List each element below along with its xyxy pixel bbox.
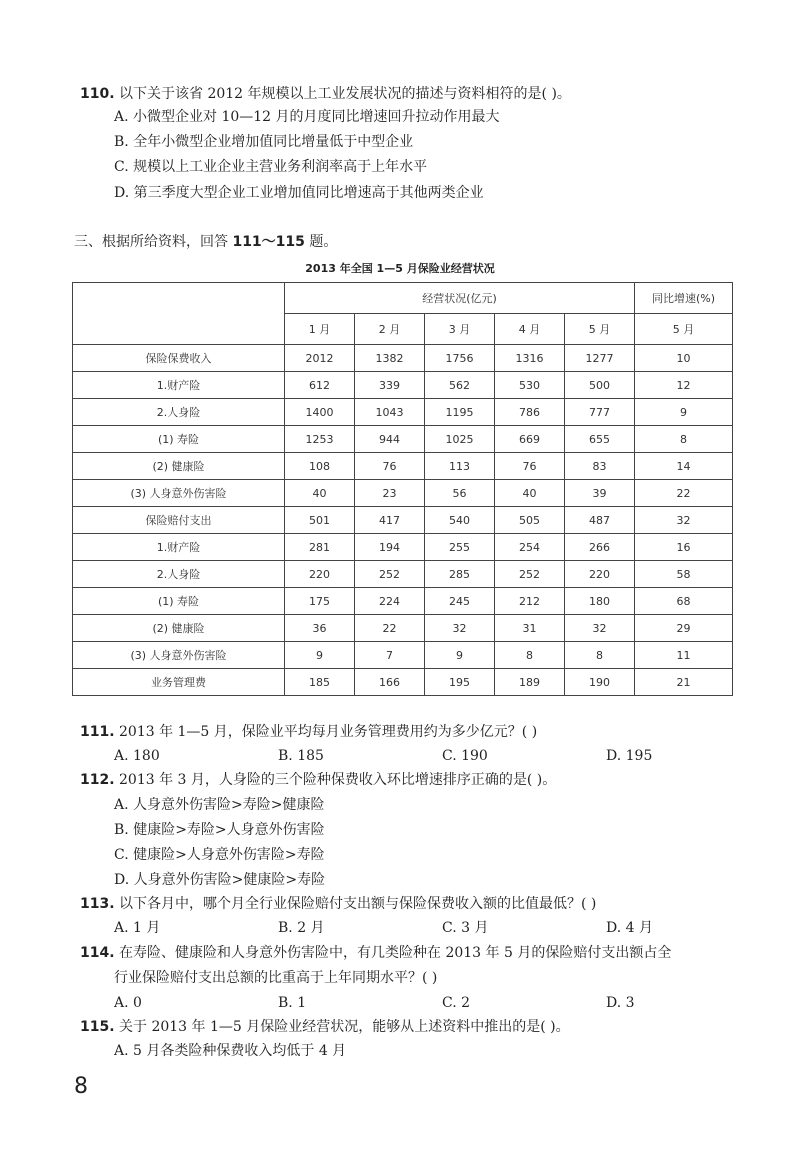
option-c: C. 规模以上工业企业主营业务利润率高于上年水平 bbox=[114, 159, 428, 175]
table-row bbox=[73, 399, 733, 426]
value-cell: 285 bbox=[425, 561, 495, 588]
value-cell: 252 bbox=[495, 561, 565, 588]
value-cell: 254 bbox=[495, 534, 565, 561]
value-cell: 224 bbox=[355, 588, 425, 615]
growth-cell: 58 bbox=[635, 561, 733, 588]
option-a: A. 人身意外伤害险>寿险>健康险 bbox=[114, 797, 325, 813]
option-d: D. 人身意外伤害险>健康险>寿险 bbox=[114, 872, 326, 888]
value-cell: 40 bbox=[285, 480, 355, 507]
option-c: C. 3 月 bbox=[442, 920, 489, 936]
question-text: 2013 年 3 月，人身险的三个险种保费收入环比增速排序正确的是( )。 bbox=[119, 772, 557, 788]
question-113 bbox=[80, 896, 596, 913]
value-cell: 189 bbox=[495, 669, 565, 696]
table-row bbox=[73, 507, 733, 534]
value-cell: 76 bbox=[495, 453, 565, 480]
question-text: 以下各月中，哪个月全行业保险赔付支出额与保险保费收入额的比值最低？( ) bbox=[119, 896, 597, 912]
corner-cell bbox=[73, 283, 285, 345]
option-a: A. 0 bbox=[114, 995, 142, 1011]
row-label: (1) 寿险 bbox=[73, 588, 285, 615]
row-label: 2.人身险 bbox=[73, 399, 285, 426]
table-row bbox=[73, 642, 733, 669]
table-row bbox=[73, 426, 733, 453]
question-111 bbox=[80, 724, 537, 741]
growth-header: 同比增速(%) bbox=[635, 283, 733, 314]
value-cell: 195 bbox=[425, 669, 495, 696]
question-number: 115. bbox=[80, 1019, 115, 1035]
growth-cell: 10 bbox=[635, 345, 733, 372]
value-cell: 113 bbox=[425, 453, 495, 480]
month-header: 3 月 bbox=[425, 314, 495, 345]
value-cell: 108 bbox=[285, 453, 355, 480]
value-cell: 32 bbox=[565, 615, 635, 642]
option-d: D. 4 月 bbox=[606, 920, 653, 936]
question-114 bbox=[80, 945, 671, 962]
value-cell: 2012 bbox=[285, 345, 355, 372]
growth-cell: 8 bbox=[635, 426, 733, 453]
row-label: (2) 健康险 bbox=[73, 615, 285, 642]
value-cell: 175 bbox=[285, 588, 355, 615]
question-text-continued: 行业保险赔付支出总额的比重高于上年同期水平？( ) bbox=[114, 970, 438, 986]
option-c: C. 健康险>人身意外伤害险>寿险 bbox=[114, 847, 325, 863]
option-c: C. 190 bbox=[442, 748, 488, 764]
value-cell: 9 bbox=[425, 642, 495, 669]
value-cell: 1382 bbox=[355, 345, 425, 372]
value-cell: 23 bbox=[355, 480, 425, 507]
value-cell: 220 bbox=[565, 561, 635, 588]
question-number: 114. bbox=[80, 945, 115, 961]
question-number: 112. bbox=[80, 772, 115, 788]
month-header: 2 月 bbox=[355, 314, 425, 345]
insurance-table bbox=[72, 282, 733, 696]
question-number: 113. bbox=[80, 896, 115, 912]
option-a: A. 180 bbox=[114, 748, 160, 764]
value-cell: 1756 bbox=[425, 345, 495, 372]
value-cell: 1253 bbox=[285, 426, 355, 453]
table-row bbox=[73, 453, 733, 480]
value-cell: 166 bbox=[355, 669, 425, 696]
option-b: B. 185 bbox=[278, 748, 324, 764]
table-row bbox=[73, 345, 733, 372]
value-cell: 612 bbox=[285, 372, 355, 399]
question-number: 110. bbox=[80, 86, 115, 102]
value-cell: 83 bbox=[565, 453, 635, 480]
growth-cell: 12 bbox=[635, 372, 733, 399]
value-cell: 777 bbox=[565, 399, 635, 426]
option-b: B. 2 月 bbox=[278, 920, 325, 936]
growth-cell: 14 bbox=[635, 453, 733, 480]
option-c: C. 2 bbox=[442, 995, 471, 1011]
table-row bbox=[73, 669, 733, 696]
value-cell: 1400 bbox=[285, 399, 355, 426]
value-cell: 22 bbox=[355, 615, 425, 642]
value-cell: 36 bbox=[285, 615, 355, 642]
value-cell: 339 bbox=[355, 372, 425, 399]
option-a: A. 小微型企业对 10—12 月的月度同比增速回升拉动作用最大 bbox=[114, 109, 500, 125]
value-cell: 562 bbox=[425, 372, 495, 399]
option-a: A. 1 月 bbox=[114, 920, 161, 936]
table-row bbox=[73, 615, 733, 642]
question-115 bbox=[80, 1019, 570, 1036]
row-label: (3) 人身意外伤害险 bbox=[73, 642, 285, 669]
value-cell: 31 bbox=[495, 615, 565, 642]
value-cell: 190 bbox=[565, 669, 635, 696]
option-d: D. 3 bbox=[606, 995, 635, 1011]
value-cell: 40 bbox=[495, 480, 565, 507]
value-cell: 1195 bbox=[425, 399, 495, 426]
value-cell: 505 bbox=[495, 507, 565, 534]
row-label: 1.财产险 bbox=[73, 372, 285, 399]
growth-cell: 9 bbox=[635, 399, 733, 426]
table-row bbox=[73, 534, 733, 561]
value-cell: 185 bbox=[285, 669, 355, 696]
table-header-row bbox=[73, 283, 733, 314]
month-header: 5 月 bbox=[565, 314, 635, 345]
month-header: 1 月 bbox=[285, 314, 355, 345]
value-cell: 786 bbox=[495, 399, 565, 426]
question-number: 111. bbox=[80, 724, 115, 740]
value-cell: 669 bbox=[495, 426, 565, 453]
table-row bbox=[73, 588, 733, 615]
value-cell: 500 bbox=[565, 372, 635, 399]
value-cell: 9 bbox=[285, 642, 355, 669]
option-d: D. 195 bbox=[606, 748, 653, 764]
value-cell: 417 bbox=[355, 507, 425, 534]
growth-cell: 21 bbox=[635, 669, 733, 696]
option-b: B. 1 bbox=[278, 995, 307, 1011]
option-b: B. 健康险>寿险>人身意外伤害险 bbox=[114, 822, 325, 838]
value-cell: 501 bbox=[285, 507, 355, 534]
value-cell: 39 bbox=[565, 480, 635, 507]
question-text: 关于 2013 年 1—5 月保险业经营状况，能够从上述资料中推出的是( )。 bbox=[119, 1019, 570, 1035]
table-title: 2013 年全国 1—5 月保险业经营状况 bbox=[305, 262, 495, 275]
row-label: (3) 人身意外伤害险 bbox=[73, 480, 285, 507]
question-text: 2013 年 1—5 月，保险业平均每月业务管理费用约为多少亿元？( ) bbox=[119, 724, 538, 740]
growth-cell: 22 bbox=[635, 480, 733, 507]
option-b: B. 全年小微型企业增加值同比增量低于中型企业 bbox=[114, 134, 414, 150]
value-cell: 32 bbox=[425, 615, 495, 642]
question-110 bbox=[80, 86, 571, 103]
value-cell: 76 bbox=[355, 453, 425, 480]
growth-cell: 29 bbox=[635, 615, 733, 642]
value-cell: 245 bbox=[425, 588, 495, 615]
question-text: 在寿险、健康险和人身意外伤害险中，有几类险种在 2013 年 5 月的保险赔付支出额占全 bbox=[119, 945, 672, 961]
value-cell: 1316 bbox=[495, 345, 565, 372]
value-cell: 281 bbox=[285, 534, 355, 561]
value-cell: 1277 bbox=[565, 345, 635, 372]
table-row bbox=[73, 480, 733, 507]
row-label: 1.财产险 bbox=[73, 534, 285, 561]
growth-cell: 16 bbox=[635, 534, 733, 561]
value-cell: 255 bbox=[425, 534, 495, 561]
value-cell: 540 bbox=[425, 507, 495, 534]
group-header: 经营状况(亿元) bbox=[285, 283, 635, 314]
page-number: 8 bbox=[74, 1074, 88, 1099]
growth-cell: 11 bbox=[635, 642, 733, 669]
value-cell: 655 bbox=[565, 426, 635, 453]
table-row bbox=[73, 372, 733, 399]
section-heading: 三、根据所给资料，回答 111～115 题。 bbox=[74, 234, 338, 250]
row-label: 保险保费收入 bbox=[73, 345, 285, 372]
question-112 bbox=[80, 772, 556, 789]
question-text: 以下关于该省 2012 年规模以上工业发展状况的描述与资料相符的是( )。 bbox=[119, 86, 571, 102]
value-cell: 1043 bbox=[355, 399, 425, 426]
option-d: D. 第三季度大型企业工业增加值同比增速高于其他两类企业 bbox=[114, 185, 484, 201]
value-cell: 252 bbox=[355, 561, 425, 588]
row-label: 2.人身险 bbox=[73, 561, 285, 588]
value-cell: 220 bbox=[285, 561, 355, 588]
value-cell: 530 bbox=[495, 372, 565, 399]
value-cell: 487 bbox=[565, 507, 635, 534]
row-label: (1) 寿险 bbox=[73, 426, 285, 453]
value-cell: 194 bbox=[355, 534, 425, 561]
growth-month-header: 5 月 bbox=[635, 314, 733, 345]
value-cell: 944 bbox=[355, 426, 425, 453]
growth-cell: 32 bbox=[635, 507, 733, 534]
value-cell: 1025 bbox=[425, 426, 495, 453]
growth-cell: 68 bbox=[635, 588, 733, 615]
value-cell: 212 bbox=[495, 588, 565, 615]
row-label: 业务管理费 bbox=[73, 669, 285, 696]
table-row bbox=[73, 561, 733, 588]
option-a: A. 5 月各类险种保费收入均低于 4 月 bbox=[114, 1043, 347, 1059]
value-cell: 266 bbox=[565, 534, 635, 561]
value-cell: 7 bbox=[355, 642, 425, 669]
month-header: 4 月 bbox=[495, 314, 565, 345]
row-label: (2) 健康险 bbox=[73, 453, 285, 480]
row-label: 保险赔付支出 bbox=[73, 507, 285, 534]
value-cell: 180 bbox=[565, 588, 635, 615]
value-cell: 8 bbox=[495, 642, 565, 669]
value-cell: 56 bbox=[425, 480, 495, 507]
value-cell: 8 bbox=[565, 642, 635, 669]
